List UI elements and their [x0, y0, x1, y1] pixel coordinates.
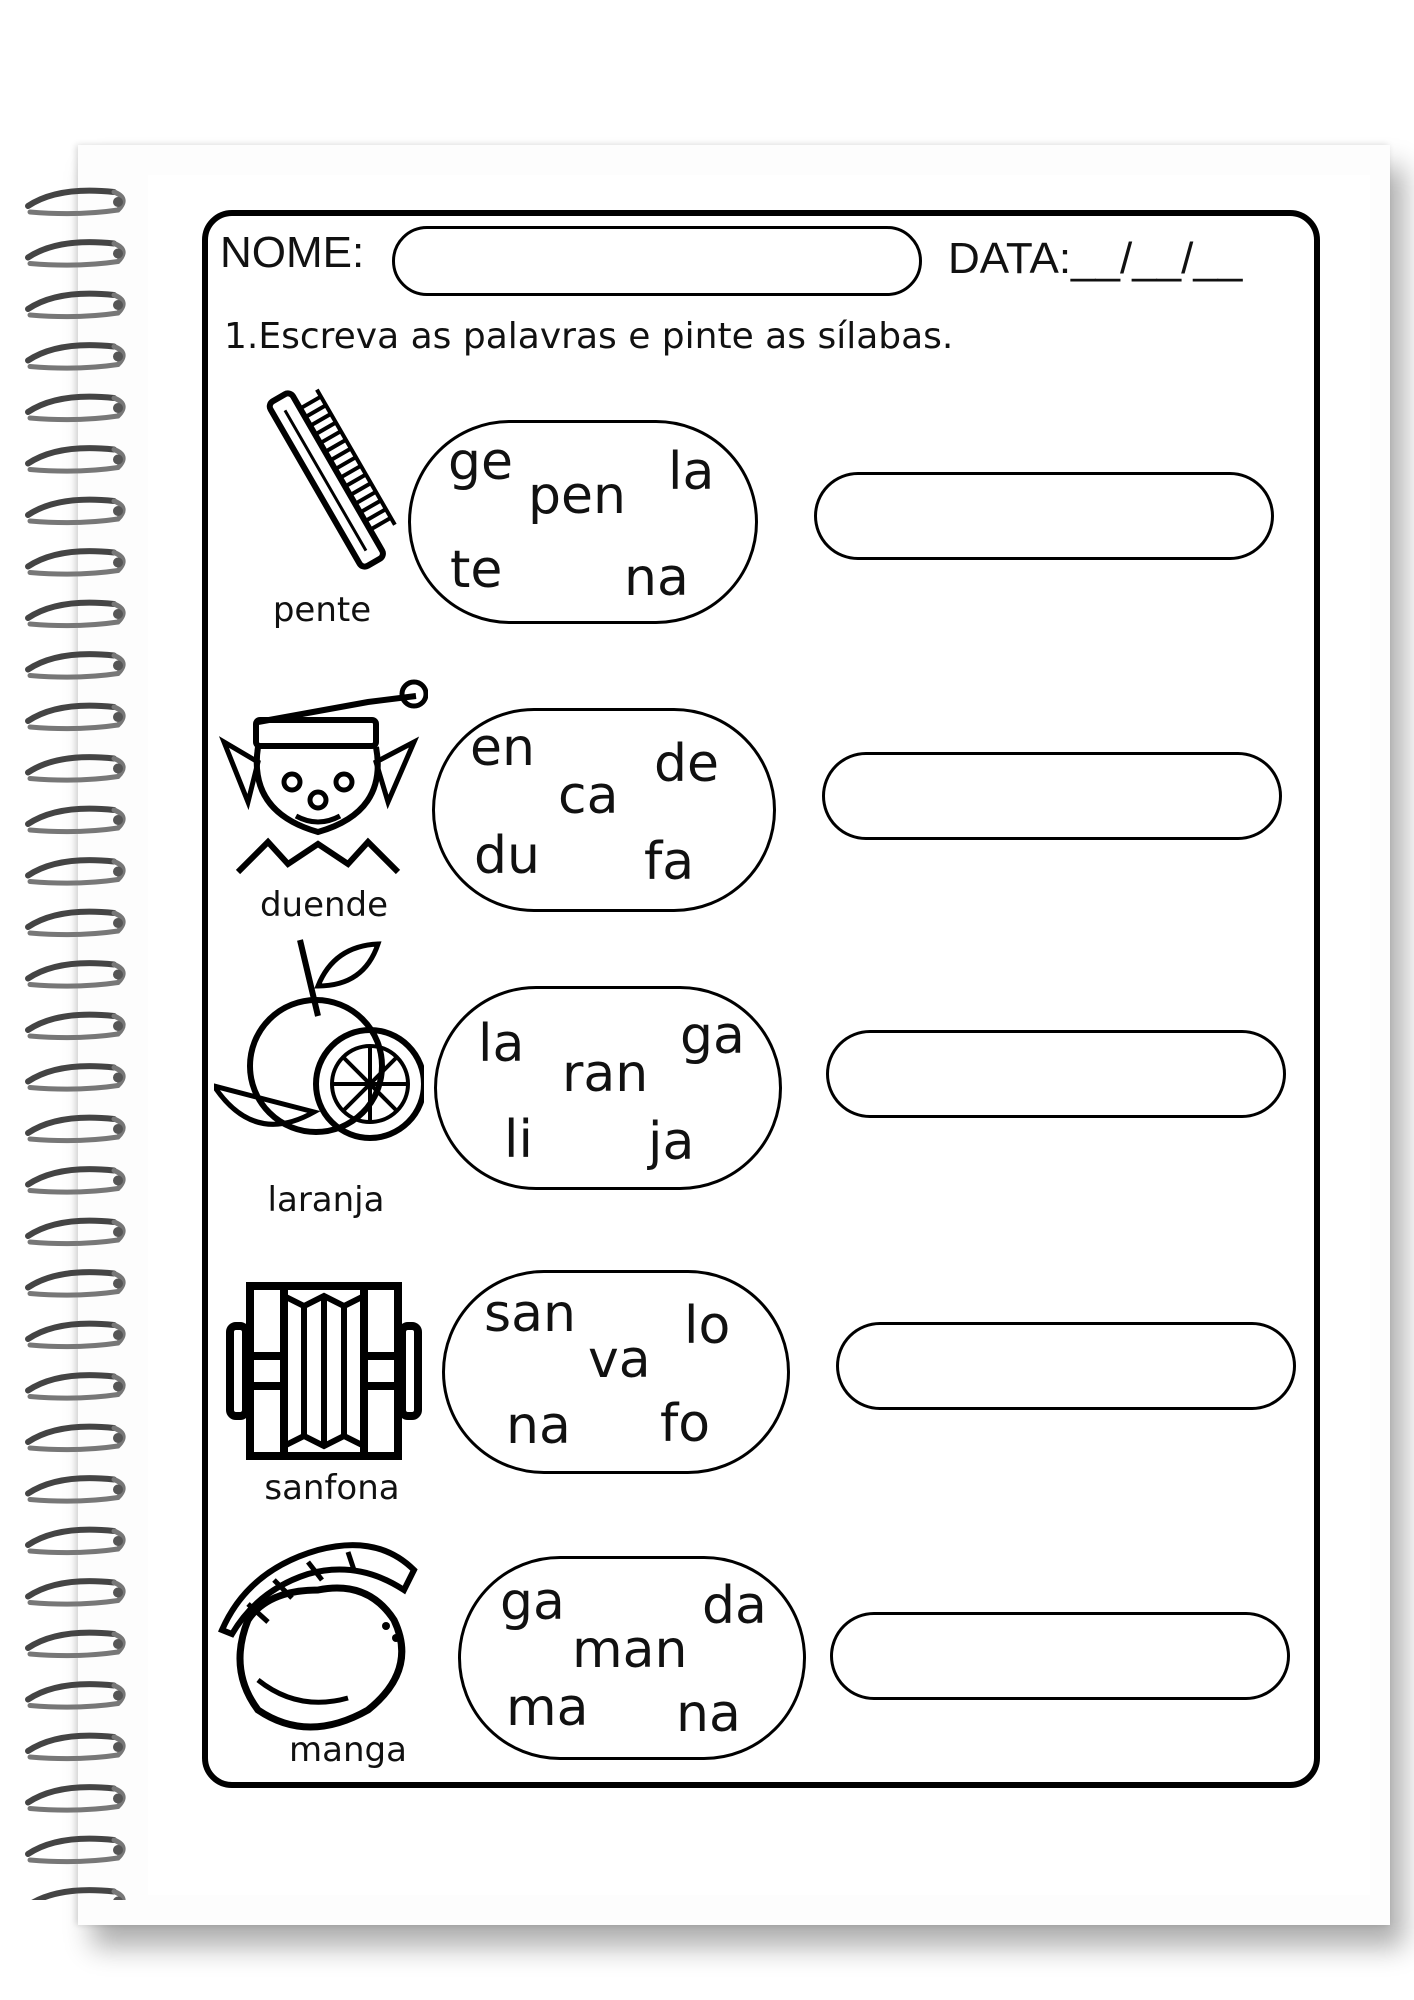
spiral-coil: [28, 1066, 123, 1089]
spiral-coil: [28, 1530, 123, 1553]
word-label: laranja: [267, 1180, 385, 1220]
spiral-coil: [28, 1633, 123, 1656]
answer-field[interactable]: [814, 472, 1274, 560]
answer-field[interactable]: [822, 752, 1282, 840]
spiral-coil: [28, 448, 123, 471]
spiral-coil: [28, 1169, 123, 1192]
elf-icon: [218, 672, 428, 882]
word-label: sanfona: [264, 1468, 400, 1508]
date-label: DATA:__/__/__: [948, 234, 1243, 283]
spiral-coil: [28, 294, 123, 317]
spiral-coil: [28, 1839, 123, 1862]
syllable[interactable]: fa: [644, 832, 695, 892]
spiral-coil: [28, 1427, 123, 1450]
spiral-coil: [28, 1736, 123, 1759]
spiral-coil: [28, 345, 123, 368]
spiral-coil: [28, 860, 123, 883]
syllable[interactable]: ran: [562, 1044, 649, 1104]
spiral-coil: [28, 1581, 123, 1604]
spiral-coil: [28, 500, 123, 523]
syllable[interactable]: te: [450, 540, 503, 600]
spiral-coil: [28, 1787, 123, 1810]
syllable[interactable]: li: [504, 1110, 533, 1170]
spiral-coil: [28, 1375, 123, 1398]
spiral-coil: [28, 1272, 123, 1295]
spiral-coil: [28, 757, 123, 780]
answer-field[interactable]: [830, 1612, 1290, 1700]
name-field[interactable]: [392, 226, 922, 296]
spiral-coil: [28, 242, 123, 265]
word-label: manga: [289, 1730, 407, 1770]
syllable[interactable]: san: [484, 1284, 576, 1344]
syllable[interactable]: la: [668, 442, 715, 502]
spiral-coil: [28, 912, 123, 935]
comb-icon: [230, 370, 440, 580]
spiral-coil: [28, 706, 123, 729]
syllable[interactable]: lo: [684, 1296, 731, 1356]
spiral-coil: [28, 191, 123, 214]
word-label: duende: [259, 885, 389, 925]
syllable[interactable]: la: [478, 1014, 525, 1074]
spiral-coil: [28, 963, 123, 986]
syllable[interactable]: fo: [660, 1394, 711, 1454]
spiral-coil: [28, 1890, 123, 1900]
spiral-coil: [28, 809, 123, 832]
syllable[interactable]: ga: [680, 1006, 745, 1066]
name-label: NOME:: [220, 228, 365, 277]
spiral-coil: [28, 1118, 123, 1141]
accordion-icon: [222, 1266, 432, 1476]
syllable[interactable]: ga: [500, 1572, 565, 1632]
answer-field[interactable]: [826, 1030, 1286, 1118]
answer-field[interactable]: [836, 1322, 1296, 1410]
mango-icon: [218, 1530, 428, 1740]
spiral-coil: [28, 397, 123, 420]
spiral-coil: [28, 551, 123, 574]
spiral-coil: [28, 1221, 123, 1244]
syllable[interactable]: va: [588, 1330, 651, 1390]
orange-icon: [214, 936, 424, 1146]
spiral-coil: [28, 654, 123, 677]
instruction-text: 1.Escreva as palavras e pinte as sílabas.: [224, 316, 954, 357]
spiral-coil: [28, 1684, 123, 1707]
syllable[interactable]: man: [572, 1620, 688, 1680]
syllable[interactable]: ma: [506, 1678, 589, 1738]
spiral-binding: [18, 180, 138, 1900]
syllable[interactable]: de: [654, 734, 719, 794]
syllable[interactable]: na: [506, 1396, 571, 1456]
spiral-coil: [28, 1015, 123, 1038]
syllable[interactable]: na: [676, 1684, 741, 1744]
word-label: pente: [272, 590, 372, 630]
spiral-coil: [28, 1324, 123, 1347]
syllable[interactable]: ge: [448, 432, 513, 492]
spiral-coil: [28, 603, 123, 626]
syllable[interactable]: du: [474, 826, 540, 886]
syllable[interactable]: ca: [558, 766, 619, 826]
syllable[interactable]: en: [470, 718, 535, 778]
syllable[interactable]: ja: [648, 1112, 695, 1172]
syllable[interactable]: pen: [528, 466, 626, 526]
syllable[interactable]: da: [702, 1576, 767, 1636]
syllable[interactable]: na: [624, 548, 689, 608]
spiral-coil: [28, 1478, 123, 1501]
